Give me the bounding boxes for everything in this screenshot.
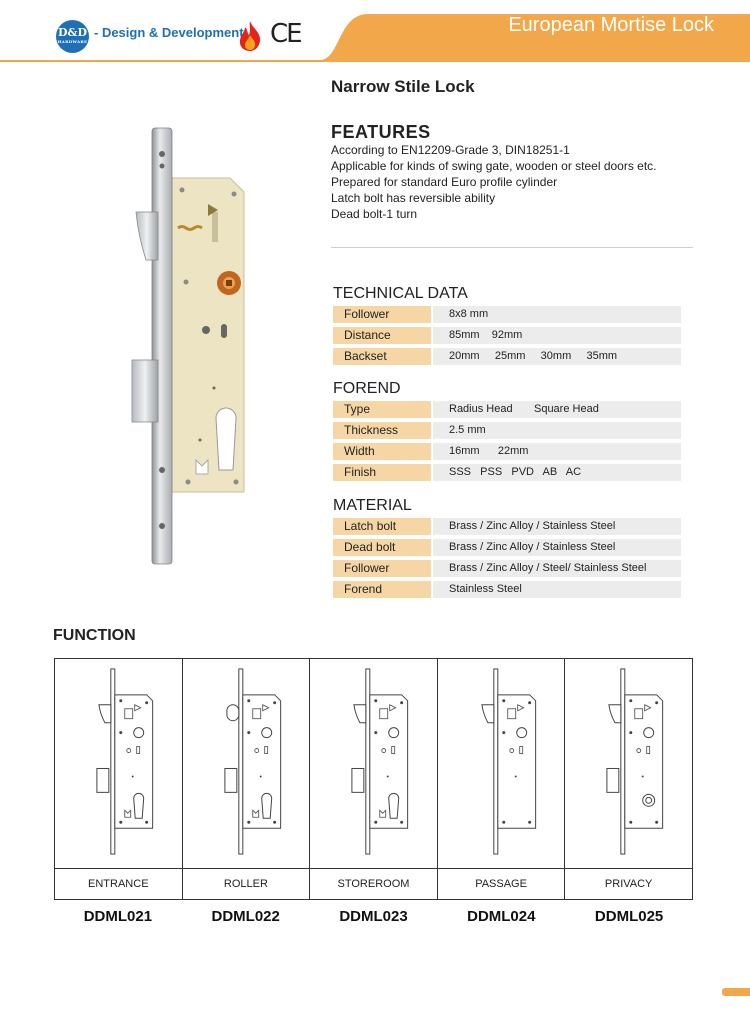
spec-value: Brass / Zinc Alloy / Stainless Steel bbox=[433, 539, 681, 556]
lock-drawing bbox=[183, 659, 310, 868]
spec-label: Type bbox=[333, 401, 431, 418]
product-title: Narrow Stile Lock bbox=[331, 77, 475, 96]
lock-drawing bbox=[565, 659, 692, 868]
spec-label: Follower bbox=[333, 306, 431, 323]
spec-value: 8x8 mm bbox=[433, 306, 681, 323]
banner-title: European Mortise Lock bbox=[508, 14, 714, 36]
lock-drawing bbox=[55, 659, 182, 868]
function-cell-passage bbox=[438, 659, 566, 899]
forend-heading: FOREND bbox=[333, 380, 401, 397]
logo-subtext: HARDWARE bbox=[57, 39, 88, 44]
material-heading: MATERIAL bbox=[333, 497, 412, 514]
spec-value: 20mm 25mm 30mm 35mm bbox=[433, 348, 681, 365]
spec-row bbox=[333, 560, 681, 577]
spec-label: Forend bbox=[333, 581, 431, 598]
brand-tagline: - Design & Development bbox=[94, 25, 244, 40]
header-dot-pattern bbox=[330, 40, 750, 56]
function-cell-storeroom bbox=[310, 659, 438, 899]
spec-label: Thickness bbox=[333, 422, 431, 439]
logo-text: D&D bbox=[57, 26, 87, 39]
function-label: STOREROOM bbox=[337, 878, 410, 890]
feature-item: According to EN12209-Grade 3, DIN18251-1 bbox=[331, 143, 570, 157]
spec-label: Dead bolt bbox=[333, 539, 431, 556]
spec-label: Follower bbox=[333, 560, 431, 577]
function-heading: FUNCTION bbox=[53, 627, 136, 644]
lock-diagram bbox=[183, 659, 310, 869]
lock-drawing bbox=[310, 659, 437, 868]
feature-item: Dead bolt-1 turn bbox=[331, 207, 418, 221]
features-list bbox=[331, 142, 711, 222]
page-header bbox=[0, 0, 750, 62]
function-label: ENTRANCE bbox=[88, 878, 149, 890]
spec-label: Latch bolt bbox=[333, 518, 431, 535]
feature-item: Prepared for standard Euro profile cylinder bbox=[331, 175, 558, 189]
spec-label: Distance bbox=[333, 327, 431, 344]
spec-label: Finish bbox=[333, 464, 431, 481]
function-label: PRIVACY bbox=[604, 878, 653, 890]
spec-row bbox=[333, 581, 681, 598]
function-label: PASSAGE bbox=[475, 878, 527, 890]
spec-value: 2.5 mm bbox=[433, 422, 681, 439]
technical-data-table bbox=[333, 306, 681, 369]
lock-drawing bbox=[438, 659, 565, 868]
model-code: DDML024 bbox=[467, 908, 536, 925]
spec-row bbox=[333, 327, 681, 344]
model-code: DDML025 bbox=[594, 908, 664, 925]
forend-table bbox=[333, 401, 681, 485]
header-rule bbox=[0, 60, 750, 62]
spec-value: Stainless Steel bbox=[433, 581, 681, 598]
spec-value: Radius Head Square Head bbox=[433, 401, 681, 418]
spec-row bbox=[333, 539, 681, 556]
model-code-row bbox=[54, 908, 693, 925]
model-code: DDML022 bbox=[211, 908, 280, 925]
spec-row bbox=[333, 518, 681, 535]
spec-row bbox=[333, 443, 681, 460]
feature-item: Latch bolt has reversible ability bbox=[331, 191, 496, 205]
features-heading: FEATURES bbox=[331, 122, 431, 142]
lock-diagram bbox=[438, 659, 565, 869]
function-cell-entrance bbox=[55, 659, 183, 899]
spec-value: Brass / Zinc Alloy / Stainless Steel bbox=[433, 518, 681, 535]
lock-diagram bbox=[310, 659, 437, 869]
model-code: DDML021 bbox=[83, 908, 153, 925]
spec-value: 85mm 92mm bbox=[433, 327, 681, 344]
spec-value: 16mm 22mm bbox=[433, 443, 681, 460]
spec-row bbox=[333, 348, 681, 365]
material-table bbox=[333, 518, 681, 602]
spec-row bbox=[333, 422, 681, 439]
model-code: DDML023 bbox=[339, 908, 408, 925]
brand-logo bbox=[56, 20, 89, 53]
ce-mark: CE bbox=[270, 19, 301, 49]
product-photo bbox=[110, 120, 280, 570]
fire-icon bbox=[237, 20, 263, 52]
section-divider bbox=[331, 247, 693, 248]
spec-row bbox=[333, 464, 681, 481]
feature-item: Applicable for kinds of swing gate, wooden or steel doors etc. bbox=[331, 159, 657, 173]
spec-row bbox=[333, 401, 681, 418]
spec-value: Brass / Zinc Alloy / Steel/ Stainless Steel bbox=[433, 560, 681, 577]
function-cell-roller bbox=[183, 659, 311, 899]
spec-row bbox=[333, 306, 681, 323]
page-corner-tab bbox=[722, 988, 750, 996]
function-cell-privacy bbox=[565, 659, 692, 899]
function-grid bbox=[54, 658, 693, 900]
function-label: ROLLER bbox=[223, 878, 268, 890]
lock-diagram bbox=[565, 659, 692, 869]
technical-data-heading: TECHNICAL DATA bbox=[333, 285, 468, 302]
lock-diagram bbox=[55, 659, 182, 869]
spec-value: SSS PSS PVD AB AC bbox=[433, 464, 681, 481]
spec-label: Backset bbox=[333, 348, 431, 365]
spec-label: Width bbox=[333, 443, 431, 460]
